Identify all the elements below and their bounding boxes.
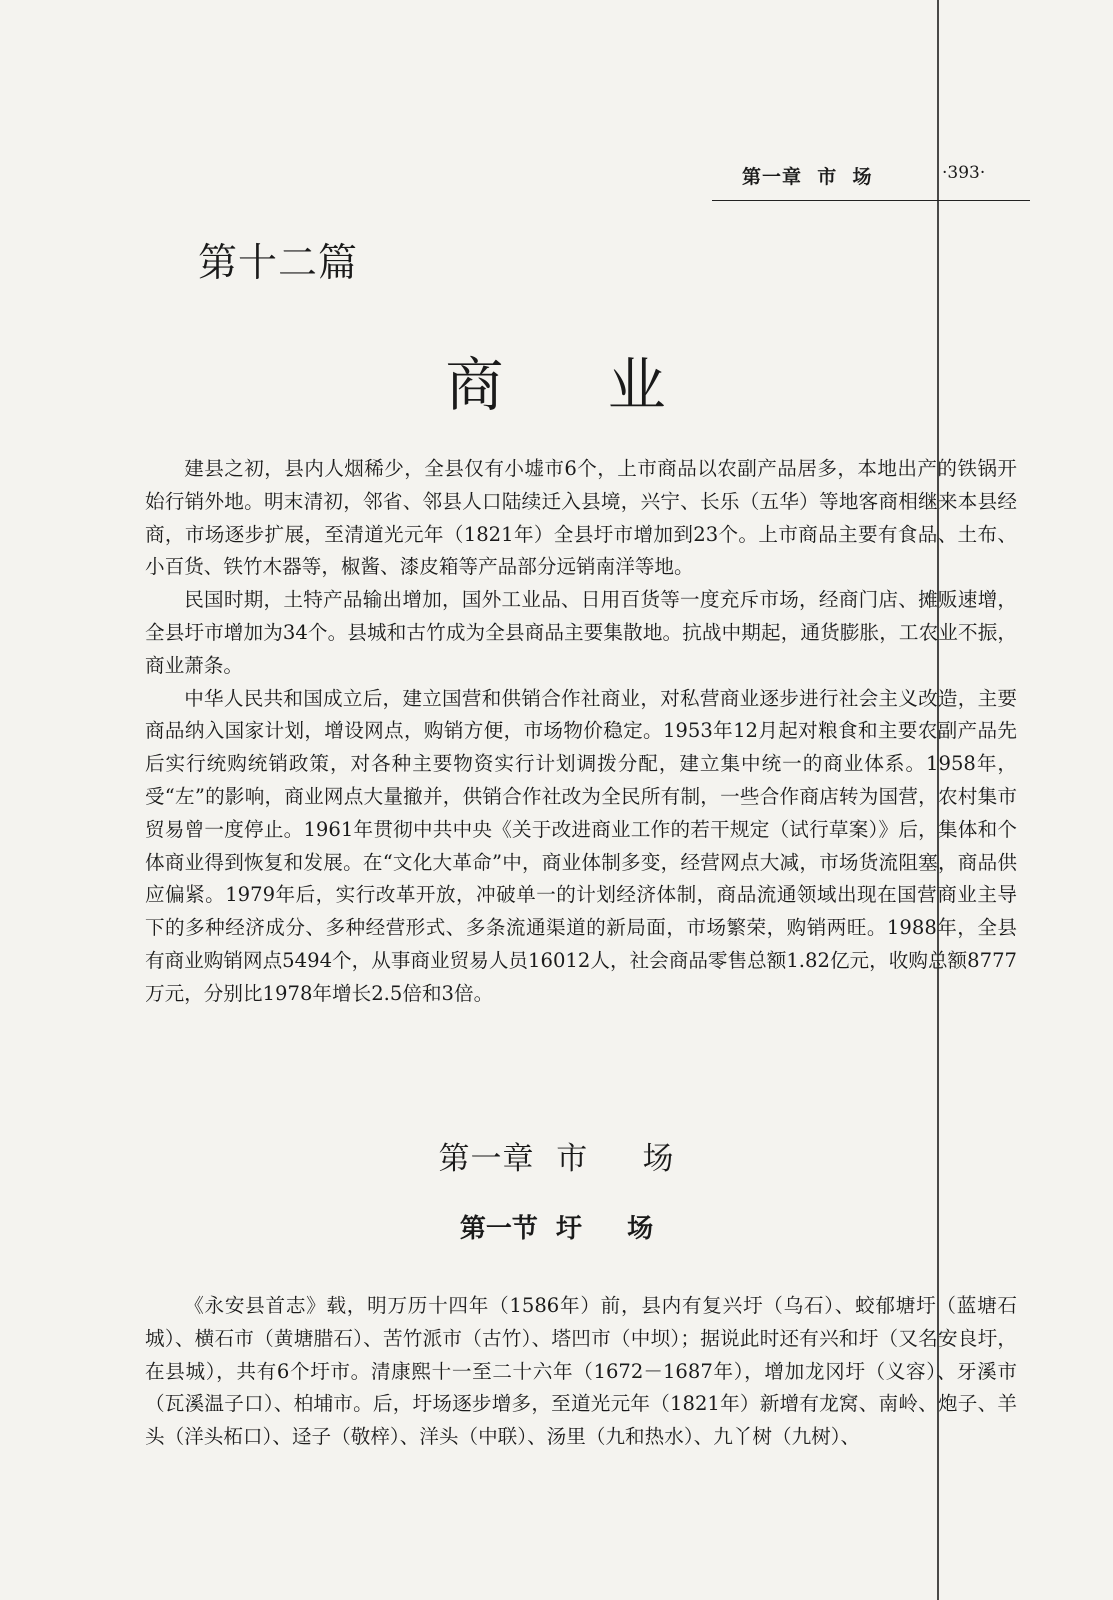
paragraph: 中华人民共和国成立后，建立国营和供销合作社商业，对私营商业逐步进行社会主义改造，主要商品纳入国家计划，增设网点，购销方便，市场物价稳定。1953年12月起对粮食和主要农副产品先后实行统购统销政策，对各种主要物资实行计划调拨分配，建立集中统一的商业体系。1958年，受“左”的影响，商业网点大量撤并，供销合作社改为全民所有制，一些合作商店转为国营，农村集市贸易曾一度停止。1961年贯彻中共中央《关于改进商业工作的若干规定（试行草案）》后，集体和个体商业得到恢复和发展。在“文化大革命”中，商业体制多变，经营网点大减，市场货流阻塞，商品供应偏紧。1979年后，实行改革开放，冲破单一的计划经济体制，商品流通领域出现在国营商业主导下的多种经济成分、多种经营形式、多条流通渠道的新局面，市场繁荣，购销两旺。1988年，全县有商业购销网点5494个，从事商业贸易人员16012人，社会商品零售总额1.82亿元，收购总额8777万元，分别比1978年增长2.5倍和3倍。 bbox=[145, 686, 1017, 1005]
page-number: ·393· bbox=[942, 163, 986, 183]
main-title: 商 业 bbox=[445, 351, 668, 419]
running-header-chapter: 第一章 市 场 bbox=[742, 166, 873, 188]
paragraph: 民国时期，土特产品输出增加，国外工业品、日用百货等一度充斥市场，经商门店、摊贩速增，全县圩市增加为34个。县城和古竹成为全县商品主要集散地。抗战中期起，通货膨胀，工农业不振，商业萧条。 bbox=[145, 588, 1017, 677]
paragraph: 《永安县首志》载，明万历十四年（1586年）前，县内有复兴圩（乌石）、蛟郁塘圩（蓝塘石城）、横石市（黄塘腊石）、苦竹派市（古竹）、塔凹市（中坝）；据说此时还有兴和圩（又名安良圩，在县城），共有6个圩市。清康熙十一至二十六年（1672－1687年），增加龙冈圩（义容）、牙溪市（瓦溪温子口）、柏埔市。后，圩场逐步增多，至道光元年（1821年）新增有龙窝、南岭、炮子、羊头（洋头柘口）、迳子（敬梓）、洋头（中联）、汤里（九和热水）、九丫树（九树）、 bbox=[145, 1294, 1017, 1449]
intro-text bbox=[145, 453, 1017, 1011]
paragraph: 建县之初，县内人烟稀少，全县仅有小墟市6个，上市商品以农副产品居多，本地出产的铁锅开始行销外地。明末清初，邻省、邻县人口陆续迁入县境，兴宁、长乐（五华）等地客商相继来本县经商，市场逐步扩展，至清道光元年（1821年）全县圩市增加到23个。上市商品主要有食品、土布、小百货、铁竹木器等，椒酱、漆皮箱等产品部分远销南洋等地。 bbox=[145, 457, 1017, 579]
section-title: 第一节 圩 场 bbox=[459, 1214, 654, 1244]
running-header bbox=[712, 150, 1030, 201]
section-text bbox=[145, 1290, 1017, 1454]
part-title: 第十二篇 bbox=[198, 241, 359, 286]
chapter-title: 第一章 市 场 bbox=[438, 1141, 675, 1177]
